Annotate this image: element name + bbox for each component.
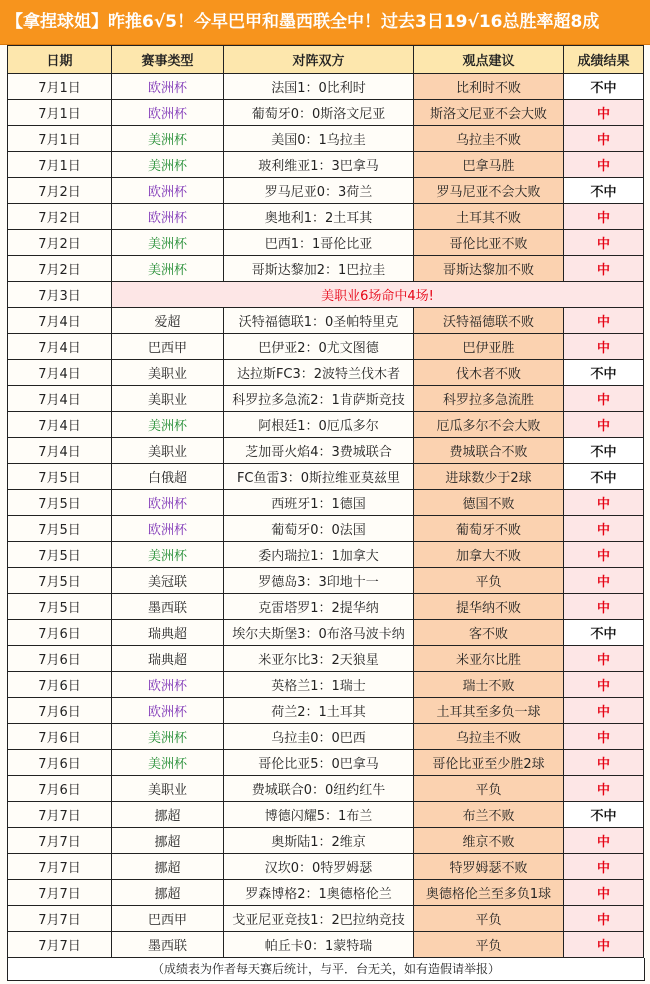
cell-match: 乌拉圭0：0巴西 bbox=[224, 724, 414, 750]
cell-date: 7月6日 bbox=[8, 698, 112, 724]
cell-match: 米亚尔比3：2天狼星 bbox=[224, 646, 414, 672]
cell-result: 中 bbox=[564, 386, 644, 412]
cell-league: 挪超 bbox=[112, 880, 224, 906]
cell-advice: 客不败 bbox=[414, 620, 564, 646]
cell-date: 7月7日 bbox=[8, 828, 112, 854]
cell-match: 美国0：1乌拉圭 bbox=[224, 126, 414, 152]
cell-result: 中 bbox=[564, 308, 644, 334]
cell-date: 7月5日 bbox=[8, 542, 112, 568]
cell-date: 7月2日 bbox=[8, 230, 112, 256]
cell-league: 挪超 bbox=[112, 828, 224, 854]
header-match: 对阵双方 bbox=[224, 46, 414, 74]
cell-league: 欧洲杯 bbox=[112, 516, 224, 542]
header-result: 成绩结果 bbox=[564, 46, 644, 74]
cell-result: 不中 bbox=[564, 360, 644, 386]
cell-result: 中 bbox=[564, 906, 644, 932]
cell-match: 哥斯达黎加2：1巴拉圭 bbox=[224, 256, 414, 282]
cell-match: 达拉斯FC3：2波特兰伐木者 bbox=[224, 360, 414, 386]
cell-match: 委内瑞拉1：1加拿大 bbox=[224, 542, 414, 568]
cell-league: 欧洲杯 bbox=[112, 74, 224, 100]
cell-advice: 土耳其至多负一球 bbox=[414, 698, 564, 724]
table-row bbox=[8, 256, 644, 282]
cell-result: 中 bbox=[564, 204, 644, 230]
cell-match: 芝加哥火焰4：3费城联合 bbox=[224, 438, 414, 464]
cell-match: 汉坎0：0特罗姆瑟 bbox=[224, 854, 414, 880]
cell-league: 欧洲杯 bbox=[112, 672, 224, 698]
cell-advice: 葡萄牙不败 bbox=[414, 516, 564, 542]
table-row bbox=[8, 620, 644, 646]
cell-advice: 罗马尼亚不会大败 bbox=[414, 178, 564, 204]
cell-advice: 费城联合不败 bbox=[414, 438, 564, 464]
table-row bbox=[8, 412, 644, 438]
cell-match: 埃尔夫斯堡3：0布洛马波卡纳 bbox=[224, 620, 414, 646]
cell-advice: 平负 bbox=[414, 906, 564, 932]
cell-result: 不中 bbox=[564, 620, 644, 646]
table-row bbox=[8, 100, 644, 126]
cell-match: 玻利维亚1：3巴拿马 bbox=[224, 152, 414, 178]
cell-league: 巴西甲 bbox=[112, 334, 224, 360]
cell-advice: 平负 bbox=[414, 776, 564, 802]
cell-advice: 乌拉圭不败 bbox=[414, 126, 564, 152]
cell-date: 7月6日 bbox=[8, 646, 112, 672]
cell-result: 不中 bbox=[564, 74, 644, 100]
cell-advice: 提华纳不败 bbox=[414, 594, 564, 620]
cell-result: 不中 bbox=[564, 802, 644, 828]
cell-advice: 米亚尔比胜 bbox=[414, 646, 564, 672]
cell-date: 7月6日 bbox=[8, 750, 112, 776]
cell-match: 奥地利1：2土耳其 bbox=[224, 204, 414, 230]
cell-date: 7月4日 bbox=[8, 308, 112, 334]
cell-advice: 巴拿马胜 bbox=[414, 152, 564, 178]
results-table bbox=[7, 45, 644, 958]
cell-result: 中 bbox=[564, 776, 644, 802]
table-row bbox=[8, 776, 644, 802]
cell-result: 中 bbox=[564, 932, 644, 958]
cell-result: 中 bbox=[564, 334, 644, 360]
cell-date: 7月5日 bbox=[8, 490, 112, 516]
cell-advice: 德国不败 bbox=[414, 490, 564, 516]
cell-date: 7月6日 bbox=[8, 724, 112, 750]
table-row bbox=[8, 490, 644, 516]
cell-result: 中 bbox=[564, 542, 644, 568]
cell-result: 中 bbox=[564, 126, 644, 152]
cell-match: 巴伊亚2：0尤文图德 bbox=[224, 334, 414, 360]
cell-match: 罗森博格2：1奥德格伦兰 bbox=[224, 880, 414, 906]
cell-league: 美职业 bbox=[112, 386, 224, 412]
cell-date: 7月5日 bbox=[8, 464, 112, 490]
cell-league: 美洲杯 bbox=[112, 152, 224, 178]
cell-result: 中 bbox=[564, 828, 644, 854]
cell-date: 7月1日 bbox=[8, 152, 112, 178]
table-row bbox=[8, 360, 644, 386]
cell-date: 7月2日 bbox=[8, 178, 112, 204]
table-row bbox=[8, 308, 644, 334]
cell-result: 中 bbox=[564, 646, 644, 672]
cell-advice: 哥伦比亚不败 bbox=[414, 230, 564, 256]
table-row bbox=[8, 126, 644, 152]
cell-result: 中 bbox=[564, 880, 644, 906]
cell-advice: 瑞士不败 bbox=[414, 672, 564, 698]
disclaimer-footer: （成绩表为作者每天赛后统计，与平．台无关，如有造假请举报） bbox=[7, 958, 645, 981]
cell-result: 中 bbox=[564, 230, 644, 256]
cell-advice: 平负 bbox=[414, 568, 564, 594]
cell-result: 中 bbox=[564, 516, 644, 542]
table-row bbox=[8, 880, 644, 906]
cell-match: 法国1：0比利时 bbox=[224, 74, 414, 100]
note-text: 美职业6场命中4场! bbox=[112, 282, 644, 308]
cell-match: 葡萄牙0：0法国 bbox=[224, 516, 414, 542]
cell-league: 欧洲杯 bbox=[112, 490, 224, 516]
cell-league: 美冠联 bbox=[112, 568, 224, 594]
cell-league: 美洲杯 bbox=[112, 126, 224, 152]
table-row bbox=[8, 906, 644, 932]
cell-advice: 加拿大不败 bbox=[414, 542, 564, 568]
table-row bbox=[8, 542, 644, 568]
cell-date: 7月7日 bbox=[8, 906, 112, 932]
header-advice: 观点建议 bbox=[414, 46, 564, 74]
cell-league: 美职业 bbox=[112, 360, 224, 386]
cell-league: 巴西甲 bbox=[112, 906, 224, 932]
cell-advice: 维京不败 bbox=[414, 828, 564, 854]
cell-advice: 厄瓜多尔不会大败 bbox=[414, 412, 564, 438]
cell-league: 欧洲杯 bbox=[112, 698, 224, 724]
table-row bbox=[8, 152, 644, 178]
cell-league: 美洲杯 bbox=[112, 412, 224, 438]
cell-date: 7月1日 bbox=[8, 126, 112, 152]
cell-advice: 乌拉圭不败 bbox=[414, 724, 564, 750]
table-row bbox=[8, 698, 644, 724]
cell-advice: 哥斯达黎加不败 bbox=[414, 256, 564, 282]
cell-result: 中 bbox=[564, 412, 644, 438]
cell-date: 7月5日 bbox=[8, 516, 112, 542]
cell-advice: 科罗拉多急流胜 bbox=[414, 386, 564, 412]
cell-date: 7月2日 bbox=[8, 256, 112, 282]
note-date: 7月3日 bbox=[8, 282, 112, 308]
header-date: 日期 bbox=[8, 46, 112, 74]
cell-advice: 特罗姆瑟不败 bbox=[414, 854, 564, 880]
cell-date: 7月2日 bbox=[8, 204, 112, 230]
table-row bbox=[8, 178, 644, 204]
cell-date: 7月4日 bbox=[8, 438, 112, 464]
cell-result: 不中 bbox=[564, 178, 644, 204]
table-row bbox=[8, 724, 644, 750]
table-row bbox=[8, 230, 644, 256]
cell-league: 美洲杯 bbox=[112, 542, 224, 568]
cell-date: 7月4日 bbox=[8, 386, 112, 412]
cell-match: 巴西1：1哥伦比亚 bbox=[224, 230, 414, 256]
cell-date: 7月5日 bbox=[8, 568, 112, 594]
table-row bbox=[8, 828, 644, 854]
cell-result: 中 bbox=[564, 724, 644, 750]
table-row bbox=[8, 646, 644, 672]
cell-date: 7月6日 bbox=[8, 776, 112, 802]
cell-league: 美洲杯 bbox=[112, 724, 224, 750]
cell-match: 博德闪耀5：1布兰 bbox=[224, 802, 414, 828]
table-row bbox=[8, 438, 644, 464]
cell-league: 欧洲杯 bbox=[112, 178, 224, 204]
cell-league: 墨西联 bbox=[112, 932, 224, 958]
cell-league: 欧洲杯 bbox=[112, 204, 224, 230]
cell-match: FC鱼雷3：0斯拉维亚莫兹里 bbox=[224, 464, 414, 490]
cell-league: 瑞典超 bbox=[112, 646, 224, 672]
cell-date: 7月7日 bbox=[8, 932, 112, 958]
cell-match: 葡萄牙0：0斯洛文尼亚 bbox=[224, 100, 414, 126]
cell-league: 墨西联 bbox=[112, 594, 224, 620]
cell-advice: 平负 bbox=[414, 932, 564, 958]
cell-advice: 巴伊亚胜 bbox=[414, 334, 564, 360]
cell-result: 中 bbox=[564, 490, 644, 516]
cell-date: 7月4日 bbox=[8, 334, 112, 360]
cell-league: 白俄超 bbox=[112, 464, 224, 490]
cell-result: 中 bbox=[564, 152, 644, 178]
cell-advice: 土耳其不败 bbox=[414, 204, 564, 230]
cell-result: 中 bbox=[564, 854, 644, 880]
cell-date: 7月4日 bbox=[8, 412, 112, 438]
table-row bbox=[8, 516, 644, 542]
cell-advice: 沃特福德联不败 bbox=[414, 308, 564, 334]
page-title-banner: 【拿捏球姐】昨推6√5！今早巴甲和墨西联全中！过去3日19√16总胜率超8成 bbox=[0, 0, 650, 45]
cell-date: 7月7日 bbox=[8, 802, 112, 828]
cell-match: 西班牙1：1德国 bbox=[224, 490, 414, 516]
cell-result: 中 bbox=[564, 698, 644, 724]
cell-league: 美洲杯 bbox=[112, 256, 224, 282]
table-row bbox=[8, 74, 644, 100]
cell-result: 中 bbox=[564, 672, 644, 698]
cell-league: 美洲杯 bbox=[112, 750, 224, 776]
cell-result: 不中 bbox=[564, 464, 644, 490]
cell-date: 7月7日 bbox=[8, 854, 112, 880]
cell-date: 7月1日 bbox=[8, 100, 112, 126]
table-row bbox=[8, 204, 644, 230]
cell-date: 7月5日 bbox=[8, 594, 112, 620]
table-body bbox=[8, 74, 644, 958]
table-row bbox=[8, 594, 644, 620]
table-row bbox=[8, 932, 644, 958]
table-row bbox=[8, 568, 644, 594]
cell-date: 7月4日 bbox=[8, 360, 112, 386]
cell-advice: 比利时不败 bbox=[414, 74, 564, 100]
cell-match: 阿根廷1：0厄瓜多尔 bbox=[224, 412, 414, 438]
cell-match: 费城联合0：0纽约红牛 bbox=[224, 776, 414, 802]
cell-result: 中 bbox=[564, 256, 644, 282]
cell-match: 帕丘卡0：1蒙特瑞 bbox=[224, 932, 414, 958]
cell-match: 奥斯陆1：2维京 bbox=[224, 828, 414, 854]
cell-result: 中 bbox=[564, 750, 644, 776]
cell-league: 美职业 bbox=[112, 776, 224, 802]
cell-match: 荷兰2：1土耳其 bbox=[224, 698, 414, 724]
cell-match: 罗马尼亚0：3荷兰 bbox=[224, 178, 414, 204]
cell-match: 克雷塔罗1：2提华纳 bbox=[224, 594, 414, 620]
cell-result: 中 bbox=[564, 568, 644, 594]
cell-league: 挪超 bbox=[112, 802, 224, 828]
cell-league: 欧洲杯 bbox=[112, 100, 224, 126]
header-league: 赛事类型 bbox=[112, 46, 224, 74]
table-row bbox=[8, 750, 644, 776]
cell-advice: 哥伦比亚至少胜2球 bbox=[414, 750, 564, 776]
cell-match: 哥伦比亚5：0巴拿马 bbox=[224, 750, 414, 776]
table-note-row bbox=[8, 282, 644, 308]
cell-advice: 进球数少于2球 bbox=[414, 464, 564, 490]
cell-date: 7月7日 bbox=[8, 880, 112, 906]
cell-result: 不中 bbox=[564, 438, 644, 464]
cell-match: 英格兰1：1瑞士 bbox=[224, 672, 414, 698]
cell-advice: 伐木者不败 bbox=[414, 360, 564, 386]
cell-league: 美职业 bbox=[112, 438, 224, 464]
cell-match: 罗德岛3：3印地十一 bbox=[224, 568, 414, 594]
cell-league: 美洲杯 bbox=[112, 230, 224, 256]
cell-date: 7月1日 bbox=[8, 74, 112, 100]
cell-match: 科罗拉多急流2：1肯萨斯竞技 bbox=[224, 386, 414, 412]
cell-advice: 布兰不败 bbox=[414, 802, 564, 828]
table-header-row bbox=[8, 46, 644, 74]
table-row bbox=[8, 334, 644, 360]
cell-date: 7月6日 bbox=[8, 672, 112, 698]
table-row bbox=[8, 464, 644, 490]
cell-league: 挪超 bbox=[112, 854, 224, 880]
table-row bbox=[8, 672, 644, 698]
cell-advice: 斯洛文尼亚不会大败 bbox=[414, 100, 564, 126]
cell-result: 中 bbox=[564, 594, 644, 620]
cell-league: 爱超 bbox=[112, 308, 224, 334]
cell-league: 瑞典超 bbox=[112, 620, 224, 646]
cell-advice: 奥德格伦兰至多负1球 bbox=[414, 880, 564, 906]
cell-result: 中 bbox=[564, 100, 644, 126]
cell-date: 7月6日 bbox=[8, 620, 112, 646]
table-row bbox=[8, 802, 644, 828]
table-row bbox=[8, 854, 644, 880]
table-row bbox=[8, 386, 644, 412]
cell-match: 沃特福德联1：0圣帕特里克 bbox=[224, 308, 414, 334]
cell-match: 戈亚尼亚竞技1：2巴拉纳竞技 bbox=[224, 906, 414, 932]
